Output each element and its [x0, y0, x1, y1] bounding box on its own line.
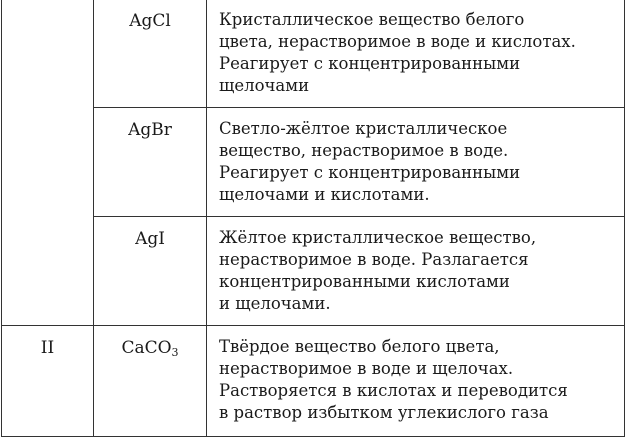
description-cell [207, 0, 625, 108]
formula-text: AgI [135, 229, 165, 249]
description-line: концентрированными кислотами [219, 272, 510, 291]
description-line: и щелочами. [219, 294, 331, 313]
formula-cell [94, 0, 207, 108]
table-row [2, 0, 625, 108]
table-row [2, 326, 625, 437]
description-line: вещество, нерастворимое в воде. [219, 141, 509, 160]
description-line: Кристаллическое вещество белого [219, 10, 525, 29]
description-cell [207, 108, 625, 217]
description-cell [207, 326, 625, 437]
description-line: нерастворимое в воде и щелочах. [219, 359, 514, 378]
formula-cell [94, 108, 207, 217]
table-row [2, 217, 625, 326]
table-row [2, 108, 625, 217]
description-line: Светло-жёлтое кристаллическое [219, 119, 508, 138]
formula-text: AgCl [129, 11, 171, 31]
description-line: щелочами [219, 76, 310, 95]
formula-cell [94, 326, 207, 437]
substances-table [1, 0, 625, 437]
description-line: Растворяется в кислотах и переводится [219, 381, 568, 400]
description-line: цвета, нерастворимое в воде и кислотах. [219, 32, 576, 51]
description-line: в раствор избытком углекислого газа [219, 403, 549, 422]
description-line: Твёрдое вещество белого цвета, [219, 337, 500, 356]
description-line: щелочами и кислотами. [219, 185, 430, 204]
description-line: Жёлтое кристаллическое вещество, [219, 228, 537, 247]
formula-text: CaCO [121, 338, 172, 358]
group-cell [2, 217, 94, 326]
description-line: нерастворимое в воде. Разлагается [219, 250, 529, 269]
formula-text: AgBr [128, 120, 172, 140]
description-cell [207, 217, 625, 326]
description-line: Реагирует с концентрированными [219, 163, 521, 182]
formula-cell [94, 217, 207, 326]
description-line: Реагирует с концентрированными [219, 54, 521, 73]
group-cell [2, 108, 94, 217]
formula-subscript: 3 [171, 346, 179, 359]
group-cell [2, 0, 94, 108]
group-cell: II [2, 326, 94, 437]
